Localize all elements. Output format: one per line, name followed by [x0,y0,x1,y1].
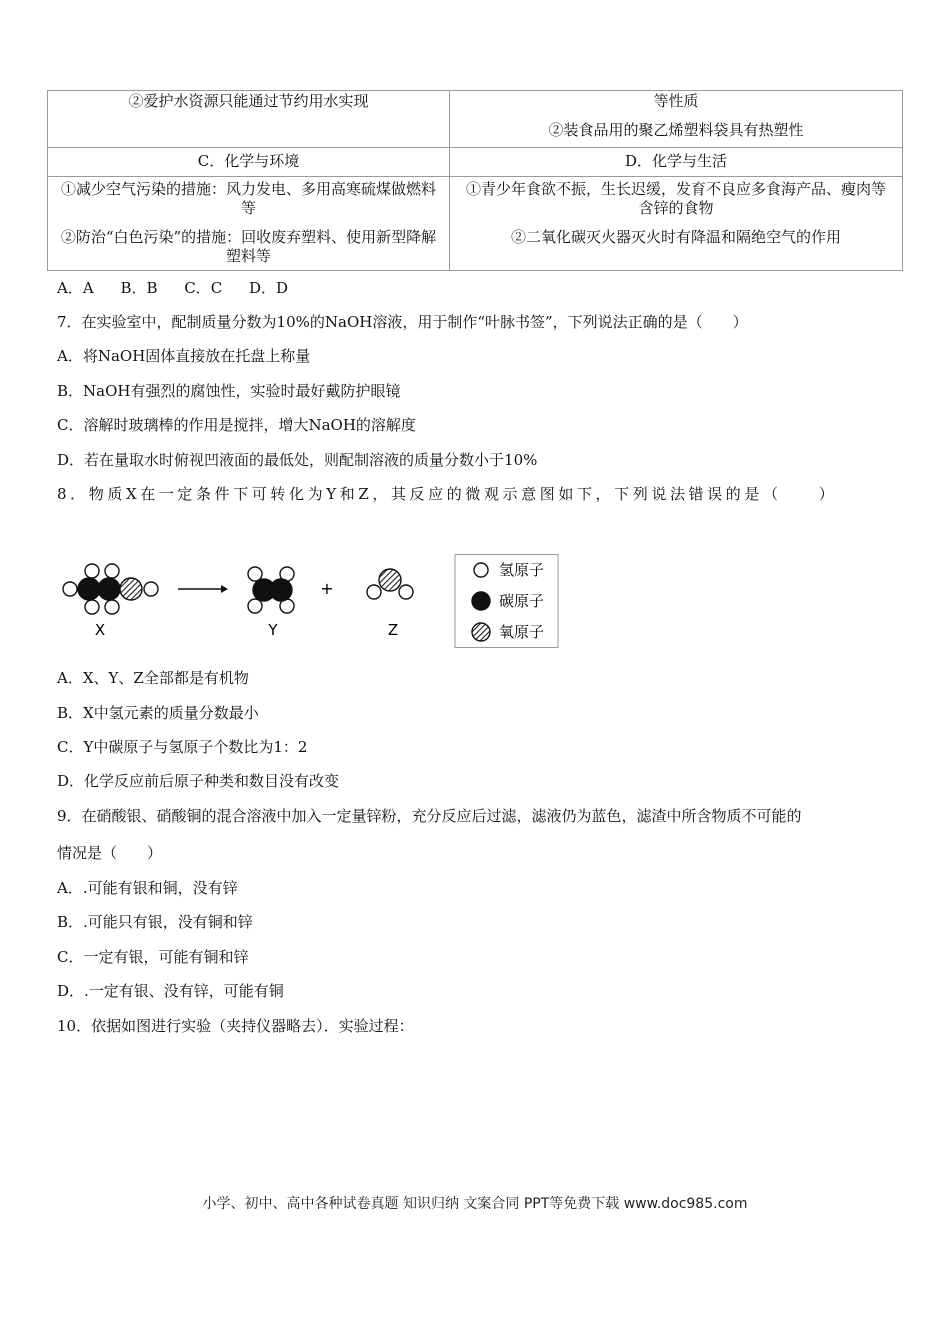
legend-hydrogen-label: 氢原子 [499,561,545,579]
cell-text: ②爱护水资源只能通过节约用水实现 [128,92,369,110]
carbon-atom [78,578,100,600]
q8-option-d: D．化学反应前后原子种类和数目没有改变 [57,772,340,790]
legend-carbon-label: 碳原子 [499,592,545,610]
q7-option-c: C．溶解时玻璃棒的作用是搅拌，增大NaOH的溶解度 [57,416,416,434]
hydrogen-atom [399,585,413,599]
hydrogen-atom [144,582,158,596]
table-cell [450,91,903,148]
option-b: B．B [120,279,158,297]
arrow-head [221,585,228,593]
hydrogen-atom [85,564,99,578]
q8-option-a: A．X、Y、Z全部都是有机物 [57,669,249,687]
hydrogen-atom [367,585,381,599]
label-y: Y [268,621,278,639]
q7-option-d: D．若在量取水时俯视凹液面的最低处，则配制溶液的质量分数小于10% [57,451,538,469]
cell-text: ②防治“白色污染”的措施：回收废弃塑料、使用新型降解塑料等 [60,228,437,265]
q9-option-d: D．.一定有银、没有锌，可能有铜 [57,982,284,1000]
label-x: X [94,621,106,639]
legend-oxygen-label: 氧原子 [499,623,545,641]
label-z: Z [387,621,399,639]
hydrogen-atom [248,567,262,581]
molecule-x [63,564,158,614]
q9-stem: 9．在硝酸银、硝酸铜的混合溶液中加入一定量锌粉，充分反应后过滤，滤液仍为蓝色，滤渣中所含物质不可能的 [57,807,802,825]
q7-option-b: B．NaOH有强烈的腐蚀性，实验时最好戴防护眼镜 [57,382,401,400]
option-a: A．A [57,279,94,297]
header-text: C．化学与环境 [197,152,300,170]
q6-options [57,278,310,298]
q7-option-a: A．将NaOH固体直接放在托盘上称量 [57,347,311,365]
table-cell [48,177,450,271]
legend-carbon-icon [472,592,490,610]
cell-text: ①减少空气污染的措施：风力发电、多用高寒硫煤做燃料等 [60,180,436,217]
reaction-diagram [57,554,559,648]
knowledge-table [47,90,903,271]
q9-stem-continued: 情况是（ ） [57,844,163,862]
q9-option-b: B．.可能只有银，没有铜和锌 [57,913,253,931]
molecule-y [248,567,294,613]
hydrogen-atom [63,582,77,596]
table-cell [48,91,450,148]
q8-stem: 8．物质X在一定条件下可转化为Y和Z，其反应的微观示意图如下，下列说法错误的是（ ） [57,485,838,503]
hydrogen-atom [105,600,119,614]
option-d: D．D [249,279,289,297]
legend-hydrogen-icon [474,563,488,577]
q8-option-c: C．Y中碳原子与氢原子个数比为1：2 [57,738,308,756]
oxygen-atom [379,569,401,591]
q9-option-a: A．.可能有银和铜，没有锌 [57,879,238,897]
header-text: D．化学与生活 [624,152,728,170]
page-footer: 小学、初中、高中各种试卷真题 知识归纳 文案合同 PPT等免费下载 www.doc985.com [202,1196,748,1212]
carbon-atom [270,579,292,601]
oxygen-atom [120,578,142,600]
q8-option-b: B．X中氢元素的质量分数最小 [57,704,259,722]
cell-text: 等性质 [653,92,699,110]
carbon-atom [98,578,120,600]
cell-text: ②二氧化碳灭火器灭火时有降温和隔绝空气的作用 [510,228,841,246]
cell-text: ②装食品用的聚乙烯塑料袋具有热塑性 [548,121,804,139]
hydrogen-atom [248,599,262,613]
table-header-d [450,148,903,177]
molecule-z [367,569,413,599]
option-c: C．C [184,279,223,297]
legend-oxygen-icon [472,623,490,641]
hydrogen-atom [85,600,99,614]
plus-sign: + [320,579,334,598]
q7-stem: 7．在实验室中，配制质量分数为10%的NaOH溶液，用于制作“叶脉书签”，下列说法正确的是（ ） [57,313,748,331]
q10-stem: 10．依据如图进行实验（夹持仪器略去）．实验过程： [57,1017,414,1035]
table-cell [450,177,903,271]
table-header-c [48,148,450,177]
hydrogen-atom [105,564,119,578]
legend [472,563,490,641]
q9-option-c: C．一定有银，可能有铜和锌 [57,948,249,966]
cell-text: ①青少年食欲不振，生长迟缓，发育不良应多食海产品、瘦肉等含锌的食物 [465,180,886,217]
